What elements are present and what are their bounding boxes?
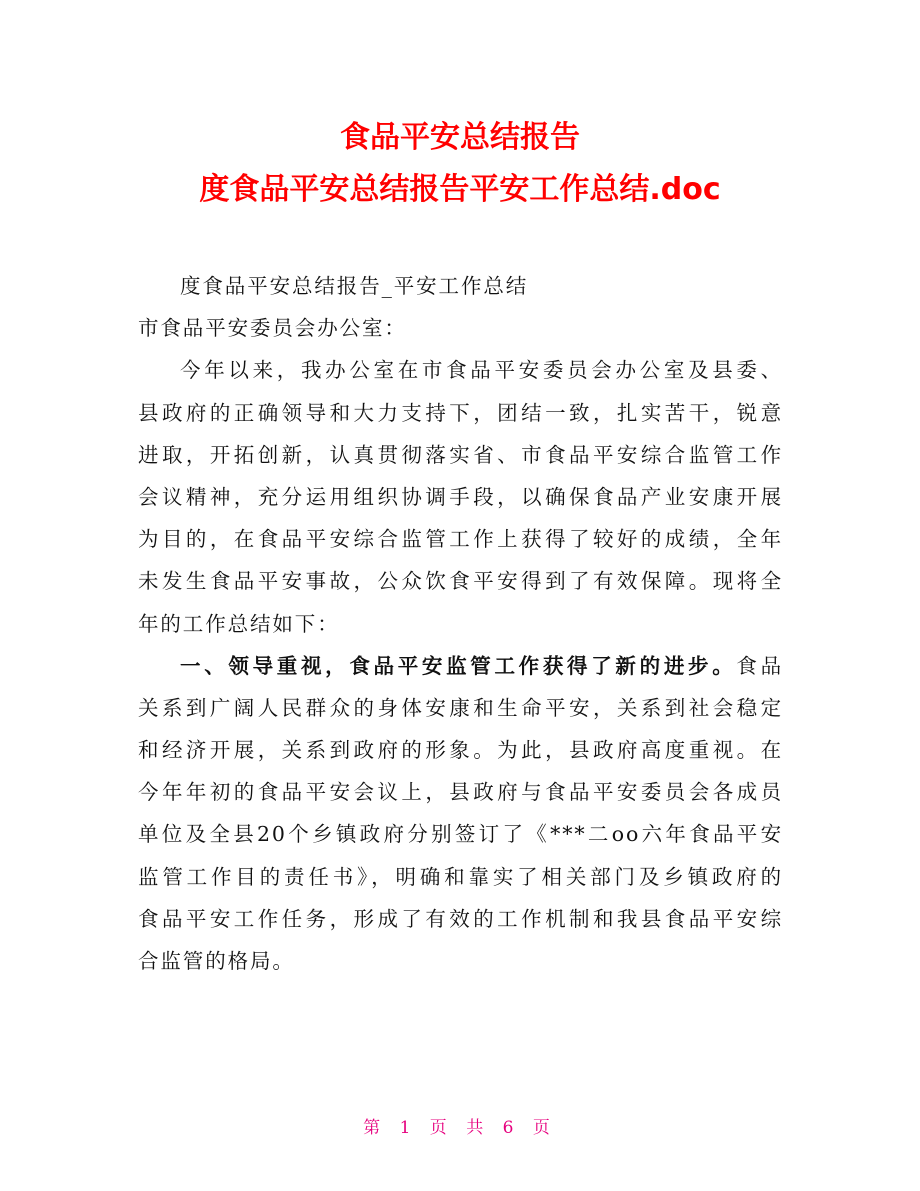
paragraph-line: 今年年初的食品平安会议上，县政府与食品平安委员会各成员 bbox=[138, 780, 783, 805]
section-heading-tail: 食品 bbox=[736, 653, 783, 678]
paragraph-line: 关系到广阔人民群众的身体安康和生命平安，关系到社会稳定 bbox=[138, 695, 783, 720]
paragraph-1 bbox=[138, 349, 783, 644]
section-heading: 一、领导重视，食品平安监管工作获得了新的进步。 bbox=[180, 653, 737, 678]
paragraph-line: 食品平安工作任务，形成了有效的工作机制和我县食品平安综 bbox=[138, 906, 783, 931]
document-title-line-1: 食品平安总结报告 bbox=[340, 120, 580, 155]
paragraph-line: 会议精神，充分运用组织协调手段，以确保食品产业安康开展 bbox=[138, 484, 783, 509]
document-title-line-2: 度食品平安总结报告平安工作总结.doc bbox=[199, 172, 721, 207]
paragraph-line: 和经济开展，关系到政府的形象。为此，县政府高度重视。在 bbox=[138, 738, 783, 763]
paragraph-line: 监管工作目的责任书》，明确和靠实了相关部门及乡镇政府的 bbox=[138, 864, 783, 889]
paragraph-line: 进取，开拓创新，认真贯彻落实省、市食品平安综合监管工作 bbox=[138, 442, 783, 467]
document-subtitle: 度食品平安总结报告_平安工作总结 bbox=[180, 274, 529, 298]
paragraph-line: 为目的，在食品平安综合监管工作上获得了较好的成绩，全年 bbox=[138, 527, 783, 552]
paragraph-line: 单位及全县20个乡镇政府分别签订了《***二oo六年食品平安 bbox=[138, 822, 783, 847]
page-number-footer: 第 1 页 共 6 页 bbox=[363, 1118, 557, 1138]
paragraph-line: 未发生食品平安事故，公众饮食平安得到了有效保障。现将全 bbox=[138, 569, 783, 594]
paragraph-line: 年的工作总结如下： bbox=[138, 611, 340, 636]
paragraph-line: 县政府的正确领导和大力支持下，团结一致，扎实苦干，锐意 bbox=[138, 400, 783, 425]
paragraph-line: 合监管的格局。 bbox=[138, 949, 295, 973]
section-1 bbox=[138, 645, 783, 983]
addressee: 市食品平安委员会办公室： bbox=[138, 316, 407, 341]
document-body bbox=[138, 265, 783, 982]
section-heading-line bbox=[138, 645, 783, 687]
paragraph-line: 今年以来，我办公室在市食品平安委员会办公室及县委、 bbox=[180, 358, 783, 383]
